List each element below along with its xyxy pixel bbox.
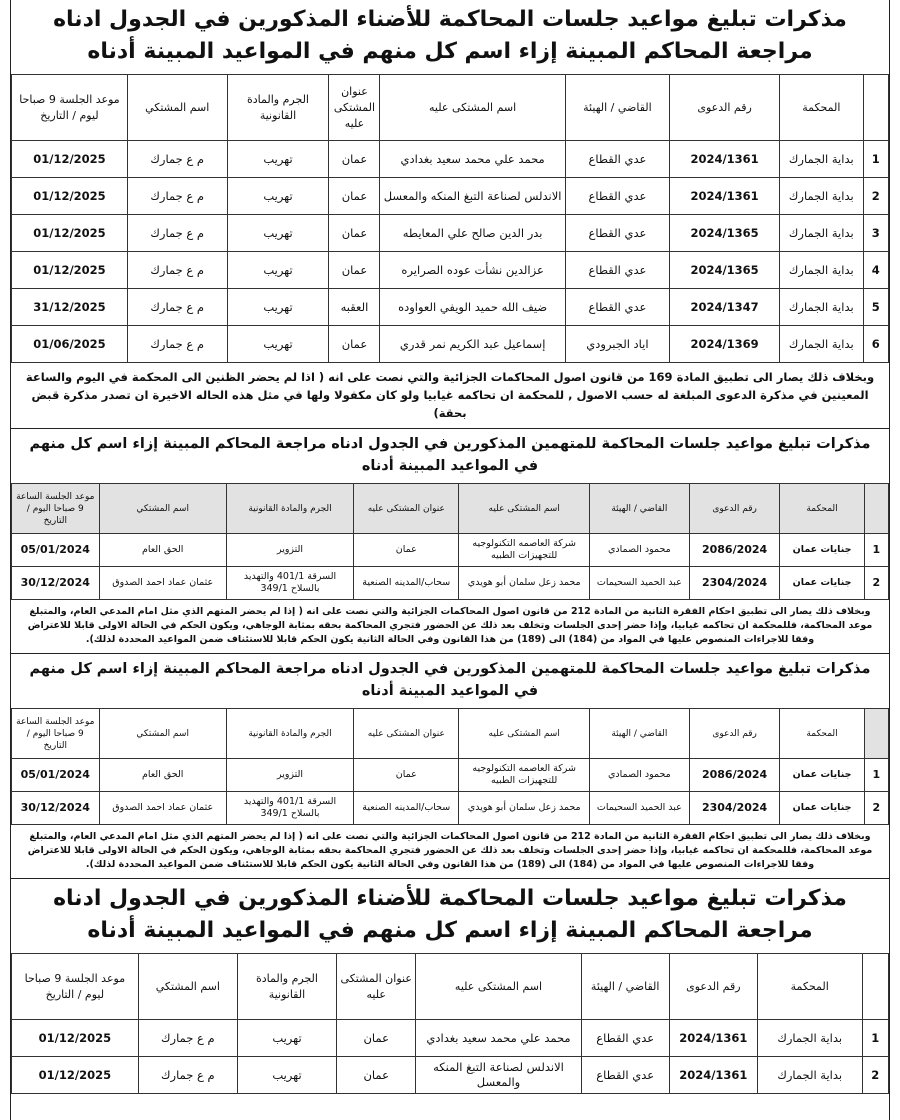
hearing-date-cell: 01/12/2025: [12, 215, 128, 252]
hearings-table: [11, 708, 889, 825]
court-cell: بداية الجمارك: [780, 326, 863, 363]
address-cell: عمان: [329, 252, 380, 289]
header-hearing-date: موعد الجلسة الساعة 9 صباحا اليوم / التاريخ: [12, 484, 100, 534]
header-court: المحكمة: [780, 709, 864, 759]
hearings-table: [11, 483, 889, 600]
header-address: عنوان المشتكى عليه: [354, 484, 459, 534]
defendant-cell: إسماعيل عبد الكريم نمر قدري: [380, 326, 565, 363]
header-judge: القاضي / الهيئة: [581, 954, 669, 1020]
address-cell: عمان: [354, 759, 459, 792]
hearing-date-cell: 01/12/2025: [12, 252, 128, 289]
header-complainant: اسم المشتكي: [99, 484, 226, 534]
table-body: [12, 141, 889, 363]
court-cell: بداية الجمارك: [780, 141, 863, 178]
header-case-number: رقم الدعوى: [689, 484, 780, 534]
header-defendant: اسم المشتكى عليه: [416, 954, 581, 1020]
case-number-cell: 2024/1365: [670, 215, 780, 252]
header-crime: الجرم والمادة القانونية: [227, 75, 329, 141]
case-number-cell: 2024/1365: [670, 252, 780, 289]
defendant-cell: الاندلس لصناعة التبغ المنكه والمعسل: [416, 1057, 581, 1094]
table-row: [12, 215, 889, 252]
header-court: المحكمة: [780, 75, 863, 141]
case-number-cell: 2024/1347: [670, 289, 780, 326]
complainant-cell: الحق العام: [99, 534, 226, 567]
header-judge: القاضي / الهيئة: [590, 709, 690, 759]
defendant-cell: شركة العاصمه التكنولوجيه للتجهيزات الطبيه: [459, 759, 590, 792]
table-body: [12, 534, 889, 600]
judge-cell: عدي القطاع: [565, 252, 669, 289]
case-number-cell: 2304/2024: [689, 567, 780, 600]
row-number: 1: [864, 759, 888, 792]
hearing-date-cell: 30/12/2024: [12, 567, 100, 600]
crime-cell: تهريب: [227, 326, 329, 363]
case-number-cell: 2024/1361: [669, 1020, 757, 1057]
address-cell: سحاب/المدينه الصنعية: [354, 567, 459, 600]
row-number: 1: [863, 141, 888, 178]
defendant-cell: الاندلس لصناعة التبغ المنكه والمعسل: [380, 178, 565, 215]
crime-cell: تهريب: [227, 252, 329, 289]
table-row: [12, 252, 889, 289]
header-crime: الجرم والمادة القانونية: [226, 484, 353, 534]
defendant-cell: شركة العاصمه التكنولوجيه للتجهيزات الطبيه: [459, 534, 590, 567]
header-complainant: اسم المشتكي: [99, 709, 226, 759]
crime-cell: التزوير: [226, 534, 353, 567]
judge-cell: عدي القطاع: [565, 141, 669, 178]
case-number-cell: 2024/1361: [670, 141, 780, 178]
hearing-date-cell: 01/06/2025: [12, 326, 128, 363]
crime-cell: التزوير: [226, 759, 353, 792]
complainant-cell: عثمان عماد احمد الصدوق: [99, 567, 226, 600]
defendant-cell: محمد زعل سلمان أبو هويدي: [459, 792, 590, 825]
hearing-date-cell: 30/12/2024: [12, 792, 100, 825]
address-cell: العقبه: [329, 289, 380, 326]
judge-cell: محمود الصمادي: [590, 534, 690, 567]
court-cell: بداية الجمارك: [780, 215, 863, 252]
court-cell: بداية الجمارك: [780, 289, 863, 326]
header-index: [863, 75, 888, 141]
header-complainant: اسم المشتكي: [138, 954, 237, 1020]
notice-title: مذكرات تبليغ مواعيد جلسات المحاكمة للمتهمين المذكورين في الجدول ادناه مراجعة المحاكم المبينة إزاء اسم كل منهم في المواعيد المبينة أدناه: [29, 661, 871, 699]
complainant-cell: م ع جمارك: [127, 252, 227, 289]
hearing-date-cell: 01/12/2025: [12, 1020, 139, 1057]
header-court: المحكمة: [757, 954, 862, 1020]
header-case-number: رقم الدعوى: [670, 75, 780, 141]
legal-note: وبخلاف ذلك يصار الى تطبيق احكام الفقرة الثانية من المادة 212 من قانون اصول المحاكمات الجزائية والتي نصت على انه ( إذا لم يحضر المتهم الذي مثل امام المدعي العام، والمتبلغ موعد المحاكمة، فللمحكمة ان تحاكمه غيابيا، وإذا حضر إحدى الجلسات وتخلف بعد ذلك عن الحضور فتجري المحاكمة بحقه بمثابة الوجاهي، ويكون الحكم في الحالة الاولى قابلا للاعتراض وفقا للاجراءات المنصوص عليها في المواد من (184) الى (189) من هذا القانون وفي الحالة الثانية يكون الحكم قابلا للاستئناف ضمن المواعيد المحددة لذلك).: [27, 606, 873, 645]
legal-note: وبخلاف ذلك يصار الى تطبيق المادة 169 من قانون اصول المحاكمات الجزائية والتي نصت على انه ( اذا لم يحضر الظنين الى المحكمة في اليوم والساعة المعينين في مذكرة الدعوى المبلغة له حسب الاصول , للمحكمة ان تحاكمه غيابيا ولو كان مكفولا ولها في مثل هذه الحاله الاخيرة ان تصدر مذكرة قبض بحقة): [25, 370, 875, 420]
defendant-cell: محمد زعل سلمان أبو هويدي: [459, 567, 590, 600]
crime-cell: تهريب: [227, 289, 329, 326]
header-index: [864, 484, 888, 534]
notice-section-4: [11, 879, 889, 1094]
legal-note: وبخلاف ذلك يصار الى تطبيق احكام الفقرة الثانية من المادة 212 من قانون اصول المحاكمات الجزائية والتي نصت على انه ( إذا لم يحضر المتهم الذي مثل امام المدعي العام، والمتبلغ موعد المحاكمة، فللمحكمة ان تحاكمه غيابيا، وإذا حضر إحدى الجلسات وتخلف بعد ذلك عن الحضور فتجري المحاكمة بحقه بمثابة الوجاهي، ويكون الحكم في الحالة الاولى قابلا للاعتراض وفقا للاجراءات المنصوص عليها في المواد من (184) الى (189) من هذا القانون وفي الحالة الثانية يكون الحكم قابلا للاستئناف ضمن المواعيد المحددة لذلك).: [27, 831, 873, 870]
hearings-table: [11, 953, 889, 1094]
court-cell: جنايات عمان: [780, 567, 864, 600]
judge-cell: عدي القطاع: [565, 178, 669, 215]
crime-cell: تهريب: [227, 141, 329, 178]
case-number-cell: 2024/1361: [669, 1057, 757, 1094]
header-crime: الجرم والمادة القانونية: [237, 954, 336, 1020]
crime-cell: تهريب: [237, 1020, 336, 1057]
address-cell: عمان: [329, 141, 380, 178]
address-cell: عمان: [337, 1020, 416, 1057]
header-address: عنوان المشتكى عليه: [337, 954, 416, 1020]
header-crime: الجرم والمادة القانونية: [226, 709, 353, 759]
defendant-cell: محمد علي محمد سعيد بغدادي: [416, 1020, 581, 1057]
complainant-cell: عثمان عماد احمد الصدوق: [99, 792, 226, 825]
crime-cell: تهريب: [227, 215, 329, 252]
complainant-cell: م ع جمارك: [127, 141, 227, 178]
hearing-date-cell: 05/01/2024: [12, 534, 100, 567]
address-cell: عمان: [329, 215, 380, 252]
table-row: [12, 567, 889, 600]
header-hearing-date: موعد الجلسة 9 صباحا ليوم / التاريخ: [12, 75, 128, 141]
judge-cell: محمود الصمادي: [590, 759, 690, 792]
judge-cell: عدي القطاع: [581, 1057, 669, 1094]
header-index: [864, 709, 888, 759]
table-row: [12, 289, 889, 326]
notice-section-2: [11, 429, 889, 654]
hearing-date-cell: 31/12/2025: [12, 289, 128, 326]
table-row: [12, 534, 889, 567]
judge-cell: اياد الجبرودي: [565, 326, 669, 363]
row-number: 1: [864, 534, 888, 567]
complainant-cell: م ع جمارك: [127, 215, 227, 252]
table-header: [12, 954, 889, 1020]
crime-cell: تهريب: [237, 1057, 336, 1094]
notice-title: مذكرات تبليغ مواعيد جلسات المحاكمة للأضناء المذكورين في الجدول ادناه مراجعة المحاكم المبينة إزاء اسم كل منهم في المواعيد المبينة أدناه: [53, 7, 847, 64]
row-number: 2: [864, 792, 888, 825]
row-number: 2: [864, 567, 888, 600]
defendant-cell: بدر الدين صالح علي المعايطه: [380, 215, 565, 252]
table-header: [12, 709, 889, 759]
case-number-cell: 2024/1361: [670, 178, 780, 215]
table-row: [12, 1020, 889, 1057]
row-number: 4: [863, 252, 888, 289]
header-defendant: اسم المشتكى عليه: [380, 75, 565, 141]
crime-cell: السرقة 401/1 والتهديد بالسلاح 349/1: [226, 792, 353, 825]
case-number-cell: 2304/2024: [689, 792, 780, 825]
defendant-cell: محمد علي محمد سعيد بغدادي: [380, 141, 565, 178]
case-number-cell: 2086/2024: [689, 534, 780, 567]
judge-cell: عبد الحميد السحيمات: [590, 792, 690, 825]
table-body: [12, 759, 889, 825]
table-header: [12, 75, 889, 141]
table-body: [12, 1020, 889, 1094]
row-number: 2: [862, 1057, 888, 1094]
court-cell: جنايات عمان: [780, 534, 864, 567]
table-row: [12, 759, 889, 792]
table-row: [12, 178, 889, 215]
header-judge: القاضي / الهيئة: [590, 484, 690, 534]
table-header: [12, 484, 889, 534]
notice-title: مذكرات تبليغ مواعيد جلسات المحاكمة للمتهمين المذكورين في الجدول ادناه مراجعة المحاكم المبينة إزاء اسم كل منهم في المواعيد المبينة أدناه: [29, 436, 871, 474]
address-cell: عمان: [337, 1057, 416, 1094]
judge-cell: عدي القطاع: [565, 215, 669, 252]
header-address: عنوان المشتكى عليه: [329, 75, 380, 141]
row-number: 5: [863, 289, 888, 326]
judge-cell: عدي القطاع: [565, 289, 669, 326]
complainant-cell: م ع جمارك: [127, 289, 227, 326]
header-hearing-date: موعد الجلسة الساعة 9 صباحا اليوم / التاريخ: [12, 709, 100, 759]
hearing-date-cell: 01/12/2025: [12, 178, 128, 215]
header-address: عنوان المشتكى عليه: [354, 709, 459, 759]
complainant-cell: م ع جمارك: [127, 178, 227, 215]
court-cell: بداية الجمارك: [757, 1020, 862, 1057]
defendant-cell: عزالدين نشأت عوده الصرايره: [380, 252, 565, 289]
court-cell: بداية الجمارك: [757, 1057, 862, 1094]
header-hearing-date: موعد الجلسة 9 صباحا ليوم / التاريخ: [12, 954, 139, 1020]
row-number: 1: [862, 1020, 888, 1057]
hearing-date-cell: 01/12/2025: [12, 141, 128, 178]
judge-cell: عدي القطاع: [581, 1020, 669, 1057]
court-cell: جنايات عمان: [780, 759, 864, 792]
crime-cell: السرقة 401/1 والتهديد بالسلاح 349/1: [226, 567, 353, 600]
hearing-date-cell: 01/12/2025: [12, 1057, 139, 1094]
judge-cell: عبد الحميد السحيمات: [590, 567, 690, 600]
address-cell: سحاب/المدينه الصنعية: [354, 792, 459, 825]
header-judge: القاضي / الهيئة: [565, 75, 669, 141]
header-complainant: اسم المشتكي: [127, 75, 227, 141]
case-number-cell: 2086/2024: [689, 759, 780, 792]
address-cell: عمان: [354, 534, 459, 567]
address-cell: عمان: [329, 326, 380, 363]
header-case-number: رقم الدعوى: [689, 709, 780, 759]
table-row: [12, 792, 889, 825]
row-number: 6: [863, 326, 888, 363]
header-defendant: اسم المشتكى عليه: [459, 709, 590, 759]
court-cell: بداية الجمارك: [780, 252, 863, 289]
court-cell: بداية الجمارك: [780, 178, 863, 215]
table-row: [12, 141, 889, 178]
address-cell: عمان: [329, 178, 380, 215]
hearing-date-cell: 05/01/2024: [12, 759, 100, 792]
notice-section-1: [11, 0, 889, 429]
notice-section-3: [11, 654, 889, 879]
complainant-cell: م ع جمارك: [127, 326, 227, 363]
case-number-cell: 2024/1369: [670, 326, 780, 363]
header-case-number: رقم الدعوى: [669, 954, 757, 1020]
complainant-cell: م ع جمارك: [138, 1057, 237, 1094]
hearings-table: [11, 74, 889, 363]
newspaper-page: [10, 0, 890, 1120]
notice-title: مذكرات تبليغ مواعيد جلسات المحاكمة للأضناء المذكورين في الجدول ادناه مراجعة المحاكم المبينة إزاء اسم كل منهم في المواعيد المبينة أدناه: [53, 886, 847, 943]
header-court: المحكمة: [780, 484, 864, 534]
court-cell: جنايات عمان: [780, 792, 864, 825]
header-defendant: اسم المشتكى عليه: [459, 484, 590, 534]
crime-cell: تهريب: [227, 178, 329, 215]
complainant-cell: م ع جمارك: [138, 1020, 237, 1057]
header-index: [862, 954, 888, 1020]
table-row: [12, 326, 889, 363]
complainant-cell: الحق العام: [99, 759, 226, 792]
table-row: [12, 1057, 889, 1094]
defendant-cell: ضيف الله حميد الويفي العواوده: [380, 289, 565, 326]
row-number: 2: [863, 178, 888, 215]
row-number: 3: [863, 215, 888, 252]
